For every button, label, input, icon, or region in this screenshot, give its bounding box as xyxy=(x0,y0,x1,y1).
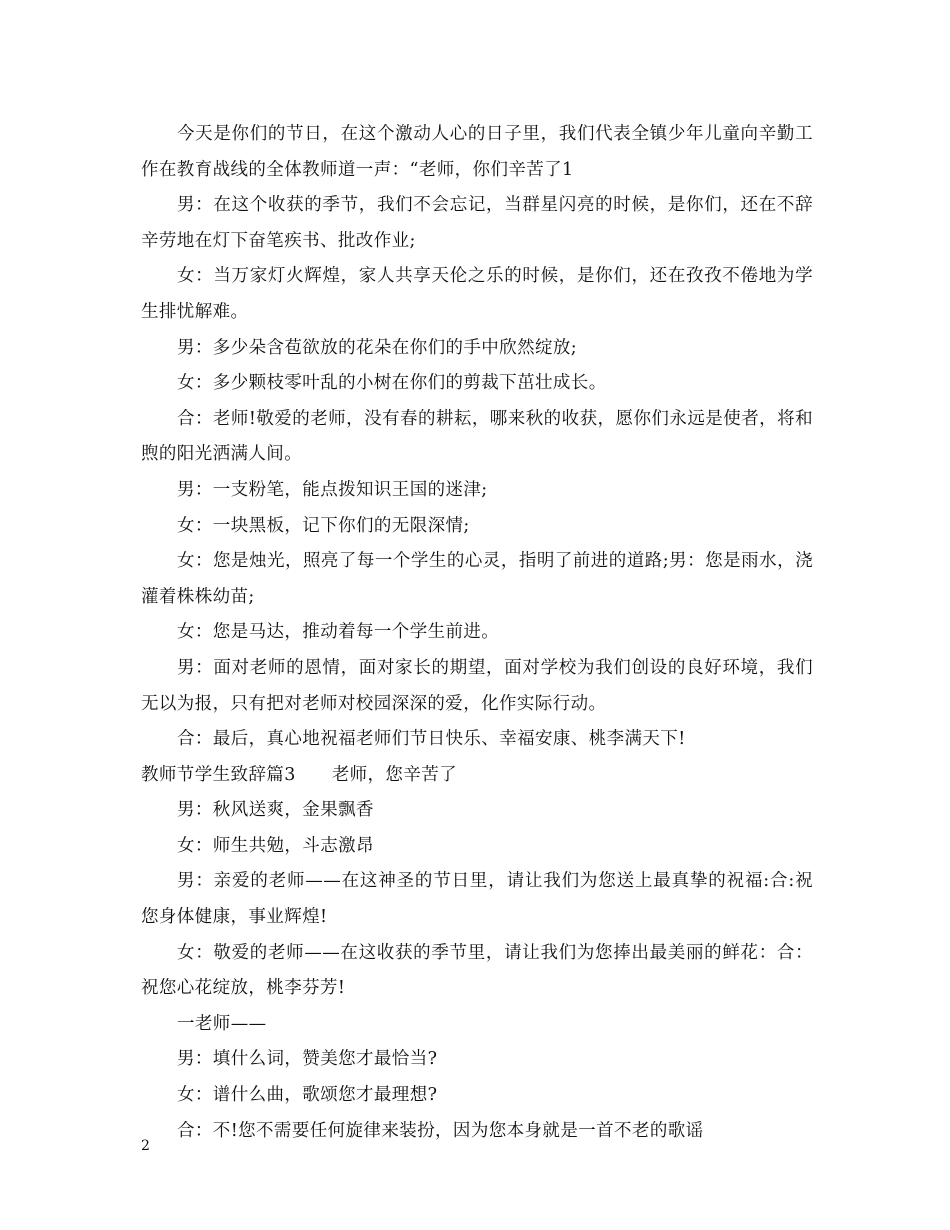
paragraph: 女：谱什么曲，歌颂您才最理想? xyxy=(177,1085,438,1106)
section-title: 教师节学生致辞篇3 xyxy=(141,764,296,785)
paragraph: 合：不!您不需要任何旋律来装扮，因为您本身就是一首不老的歌谣 xyxy=(177,1120,704,1141)
paragraph: 男：填什么词，赞美您才最恰当? xyxy=(177,1049,438,1070)
paragraph: 女：当万家灯火辉煌，家人共享天伦之乐的时候，是你们，还在孜孜不倦地为学生排忧解难。 xyxy=(141,266,813,322)
paragraph: 女：师生共勉，斗志激昂 xyxy=(177,835,374,856)
paragraph: 男：一支粉笔，能点拨知识王国的迷津; xyxy=(177,479,488,500)
paragraph: 女：多少颗枝零叶乱的小树在你们的剪裁下茁壮成长。 xyxy=(177,373,607,394)
paragraph: 一老师—— xyxy=(177,1013,267,1034)
section-subtitle: 老师，您辛苦了 xyxy=(331,764,458,785)
paragraph: 男：多少朵含苞欲放的花朵在你们的手中欣然绽放; xyxy=(177,337,578,358)
paragraph: 男：面对老师的恩情，面对家长的期望，面对学校为我们创设的良好环境，我们无以为报，只有把对老师对校园深深的爱，化作实际行动。 xyxy=(141,657,813,714)
section-heading xyxy=(141,758,813,794)
paragraph: 合：老师!敬爱的老师，没有春的耕耘，哪来秋的收获，愿你们永远是使者，将和煦的阳光洒满人间。 xyxy=(141,408,813,465)
paragraph: 女：您是烛光，照亮了每一个学生的心灵，指明了前进的道路;男：您是雨水，浇灌着株株幼苗; xyxy=(141,551,813,607)
paragraph: 男：秋风送爽，金果飘香 xyxy=(177,800,374,821)
document-body xyxy=(141,117,813,1149)
paragraph: 男：在这个收获的季节，我们不会忘记，当群星闪亮的时候，是你们，还在不辞辛劳地在灯下奋笔疾书、批改作业; xyxy=(141,195,813,251)
paragraph: 男：亲爱的老师——在这神圣的节日里，请让我们为您送上最真挚的祝福:合:祝您身体健康，事业辉煌! xyxy=(141,871,813,928)
paragraph: 女：敬爱的老师——在这收获的季节里，请让我们为您捧出最美丽的鲜花：合：祝您心花绽放，桃李芬芳! xyxy=(141,942,813,999)
paragraph: 合：最后，真心地祝福老师们节日快乐、幸福安康、桃李满天下! xyxy=(177,729,686,750)
paragraph: 女：您是马达，推动着每一个学生前进。 xyxy=(177,622,500,643)
paragraph: 今天是你们的节日，在这个激动人心的日子里，我们代表全镇少年儿童向辛勤工作在教育战线的全体教师道一声：“老师，你们辛苦了1 xyxy=(141,124,813,180)
paragraph: 女：一块黑板，记下你们的无限深情; xyxy=(177,515,470,536)
page-number: 2 xyxy=(141,1138,150,1154)
